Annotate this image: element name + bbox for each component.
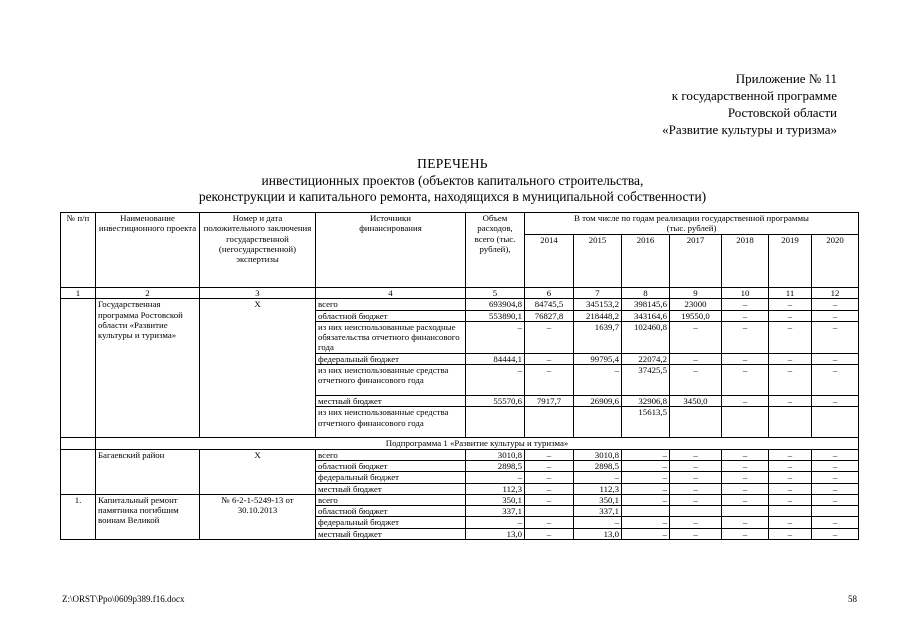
index-cell: 2: [96, 288, 200, 299]
value-cell: –: [769, 517, 812, 528]
header-year: 2019: [769, 234, 812, 287]
funding-source-cell: федеральный бюджет: [316, 472, 466, 483]
value-cell: –: [812, 310, 859, 321]
value-cell: –: [722, 396, 769, 407]
funding-source-cell: из них неиспользованные расходные обязательства отчетного финансового года: [316, 321, 466, 353]
value-cell: [769, 506, 812, 517]
value-cell: 218448,2: [574, 310, 622, 321]
value-cell: –: [769, 528, 812, 539]
value-cell: [466, 407, 525, 438]
value-cell: 112,3: [574, 483, 622, 494]
value-cell: 337,1: [574, 506, 622, 517]
value-cell: 2898,5: [574, 460, 622, 471]
value-cell: –: [812, 460, 859, 471]
value-cell: –: [812, 517, 859, 528]
value-cell: 345153,2: [574, 299, 622, 310]
value-cell: –: [769, 396, 812, 407]
value-cell: –: [670, 460, 722, 471]
value-cell: –: [622, 494, 670, 505]
value-cell: –: [812, 449, 859, 460]
header-year: 2015: [574, 234, 622, 287]
funding-source-cell: местный бюджет: [316, 528, 466, 539]
value-cell: –: [722, 460, 769, 471]
value-cell: 84745,5: [525, 299, 574, 310]
value-cell: –: [466, 517, 525, 528]
index-cell: 3: [200, 288, 316, 299]
value-cell: 99795,4: [574, 353, 622, 364]
index-cell: 11: [769, 288, 812, 299]
value-cell: 23000: [670, 299, 722, 310]
index-cell: 8: [622, 288, 670, 299]
value-cell: [769, 407, 812, 438]
header-row: [61, 213, 859, 235]
value-cell: –: [574, 365, 622, 396]
project-name-cell: Капитальный ремонт памятника погибшим воинам Великой: [96, 494, 200, 539]
value-cell: –: [525, 460, 574, 471]
value-cell: –: [812, 483, 859, 494]
value-cell: 343164,6: [622, 310, 670, 321]
funding-source-cell: всего: [316, 449, 466, 460]
value-cell: –: [722, 528, 769, 539]
value-cell: –: [812, 321, 859, 353]
table-row: [61, 494, 859, 505]
value-cell: [670, 407, 722, 438]
value-cell: 350,1: [466, 494, 525, 505]
annex-line: Приложение № 11: [735, 71, 837, 86]
value-cell: –: [622, 472, 670, 483]
value-cell: [722, 506, 769, 517]
value-cell: 76827,8: [525, 310, 574, 321]
value-cell: –: [722, 494, 769, 505]
value-cell: –: [722, 472, 769, 483]
value-cell: 26909,6: [574, 396, 622, 407]
value-cell: –: [812, 396, 859, 407]
index-cell: 4: [316, 288, 466, 299]
value-cell: [525, 506, 574, 517]
header-num: № п/п: [61, 213, 96, 288]
conclusion-cell: № 6-2-1-5249-13 от 30.10.2013: [200, 494, 316, 539]
annex-line: к государственной программе: [671, 88, 837, 103]
annex-line: «Развитие культуры и туризма»: [662, 122, 837, 137]
value-cell: 3010,8: [574, 449, 622, 460]
value-cell: –: [769, 494, 812, 505]
index-cell: 1: [61, 288, 96, 299]
document-heading: [0, 156, 905, 206]
funding-source-cell: местный бюджет: [316, 483, 466, 494]
project-name-cell: Багаевский район: [96, 449, 200, 494]
value-cell: –: [670, 517, 722, 528]
value-cell: [574, 407, 622, 438]
value-cell: –: [812, 353, 859, 364]
value-cell: 112,3: [466, 483, 525, 494]
value-cell: –: [622, 517, 670, 528]
value-cell: [812, 506, 859, 517]
value-cell: –: [769, 449, 812, 460]
index-cell: 5: [466, 288, 525, 299]
value-cell: 2898,5: [466, 460, 525, 471]
value-cell: –: [670, 494, 722, 505]
value-cell: 55570,6: [466, 396, 525, 407]
value-cell: –: [722, 310, 769, 321]
value-cell: –: [670, 472, 722, 483]
value-cell: –: [525, 449, 574, 460]
value-cell: –: [525, 365, 574, 396]
value-cell: 350,1: [574, 494, 622, 505]
value-cell: –: [812, 528, 859, 539]
row-number-cell: [61, 449, 96, 494]
value-cell: –: [769, 299, 812, 310]
value-cell: [722, 407, 769, 438]
value-cell: –: [466, 321, 525, 353]
value-cell: 693904,8: [466, 299, 525, 310]
subprogram-label: Подпрограмма 1 «Развитие культуры и туризма»: [96, 438, 859, 449]
index-cell: 9: [670, 288, 722, 299]
investment-projects-table: [60, 212, 859, 540]
empty-cell: [61, 438, 96, 449]
value-cell: 102460,8: [622, 321, 670, 353]
value-cell: 1639,7: [574, 321, 622, 353]
funding-source-cell: областной бюджет: [316, 506, 466, 517]
value-cell: –: [812, 494, 859, 505]
value-cell: 3010,8: [466, 449, 525, 460]
value-cell: –: [812, 299, 859, 310]
value-cell: 22074,2: [622, 353, 670, 364]
value-cell: 7917,7: [525, 396, 574, 407]
footer-page-number: 58: [848, 594, 857, 604]
value-cell: 553890,1: [466, 310, 525, 321]
value-cell: –: [525, 321, 574, 353]
header-years-group: В том числе по годам реализации государственной программы (тыс. рублей): [525, 213, 859, 235]
header-year: 2016: [622, 234, 670, 287]
project-name-cell: Государственная программа Ростовской области «Развитие культуры и туризма»: [96, 299, 200, 438]
value-cell: –: [769, 310, 812, 321]
value-cell: 398145,6: [622, 299, 670, 310]
value-cell: –: [769, 460, 812, 471]
value-cell: 13,0: [466, 528, 525, 539]
value-cell: –: [722, 365, 769, 396]
value-cell: –: [769, 353, 812, 364]
value-cell: –: [670, 449, 722, 460]
conclusion-cell: Х: [200, 449, 316, 494]
value-cell: –: [722, 449, 769, 460]
index-cell: 7: [574, 288, 622, 299]
funding-source-cell: федеральный бюджет: [316, 353, 466, 364]
value-cell: –: [722, 353, 769, 364]
value-cell: –: [525, 528, 574, 539]
value-cell: –: [722, 517, 769, 528]
value-cell: –: [670, 528, 722, 539]
value-cell: –: [466, 365, 525, 396]
conclusion-cell: Х: [200, 299, 316, 438]
value-cell: –: [670, 321, 722, 353]
header-year: 2020: [812, 234, 859, 287]
funding-source-cell: из них неиспользованные средства отчетного финансового года: [316, 365, 466, 396]
annex-block: [537, 70, 837, 138]
value-cell: [812, 407, 859, 438]
value-cell: 37425,5: [622, 365, 670, 396]
value-cell: –: [812, 365, 859, 396]
heading-line: реконструкции и капитального ремонта, находящихся в муниципальной собственности): [198, 189, 707, 204]
value-cell: –: [722, 299, 769, 310]
index-cell: 12: [812, 288, 859, 299]
value-cell: –: [622, 528, 670, 539]
header-sources: Источники финансирования: [316, 213, 466, 288]
column-index-row: [61, 288, 859, 299]
header-conclusion: Номер и дата положительного заключения государственной (негосударственной) экспертизы: [200, 213, 316, 288]
value-cell: –: [525, 353, 574, 364]
document-title: ПЕРЕЧЕНЬ: [417, 156, 488, 171]
table-row: [61, 449, 859, 460]
value-cell: –: [769, 365, 812, 396]
funding-source-cell: областной бюджет: [316, 310, 466, 321]
value-cell: 32906,8: [622, 396, 670, 407]
value-cell: –: [769, 483, 812, 494]
header-year: 2017: [670, 234, 722, 287]
value-cell: –: [525, 494, 574, 505]
index-cell: 6: [525, 288, 574, 299]
value-cell: –: [525, 517, 574, 528]
funding-source-cell: областной бюджет: [316, 460, 466, 471]
annex-line: Ростовской области: [727, 105, 837, 120]
value-cell: –: [574, 472, 622, 483]
value-cell: –: [622, 460, 670, 471]
header-year: 2014: [525, 234, 574, 287]
value-cell: –: [769, 472, 812, 483]
value-cell: –: [670, 353, 722, 364]
footer-file-path: Z:\ORST\Ppo\0609p389.f16.docx: [62, 594, 185, 604]
value-cell: –: [466, 472, 525, 483]
value-cell: –: [622, 449, 670, 460]
value-cell: –: [722, 483, 769, 494]
funding-source-cell: всего: [316, 494, 466, 505]
funding-source-cell: федеральный бюджет: [316, 517, 466, 528]
funding-source-cell: из них неиспользованные средства отчетного финансового года: [316, 407, 466, 438]
value-cell: –: [574, 517, 622, 528]
subprogram-row: [61, 438, 859, 449]
header-total: Объем расходов, всего (тыс. рублей),: [466, 213, 525, 288]
value-cell: –: [670, 483, 722, 494]
value-cell: 3450,0: [670, 396, 722, 407]
header-name: Наименование инвестиционного проекта: [96, 213, 200, 288]
value-cell: 84444,1: [466, 353, 525, 364]
funding-source-cell: местный бюджет: [316, 396, 466, 407]
value-cell: [622, 506, 670, 517]
value-cell: 19550,0: [670, 310, 722, 321]
table-row: [61, 299, 859, 310]
value-cell: 15613,5: [622, 407, 670, 438]
row-number-cell: 1.: [61, 494, 96, 539]
value-cell: –: [769, 321, 812, 353]
value-cell: –: [722, 321, 769, 353]
value-cell: –: [525, 483, 574, 494]
value-cell: [670, 506, 722, 517]
row-number-cell: [61, 299, 96, 438]
header-year: 2018: [722, 234, 769, 287]
value-cell: –: [812, 472, 859, 483]
funding-source-cell: всего: [316, 299, 466, 310]
index-cell: 10: [722, 288, 769, 299]
value-cell: 337,1: [466, 506, 525, 517]
value-cell: –: [670, 365, 722, 396]
value-cell: –: [622, 483, 670, 494]
value-cell: [525, 407, 574, 438]
heading-line: инвестиционных проектов (объектов капитального строительства,: [261, 172, 644, 188]
value-cell: 13,0: [574, 528, 622, 539]
value-cell: –: [525, 472, 574, 483]
table-body: [61, 213, 859, 540]
